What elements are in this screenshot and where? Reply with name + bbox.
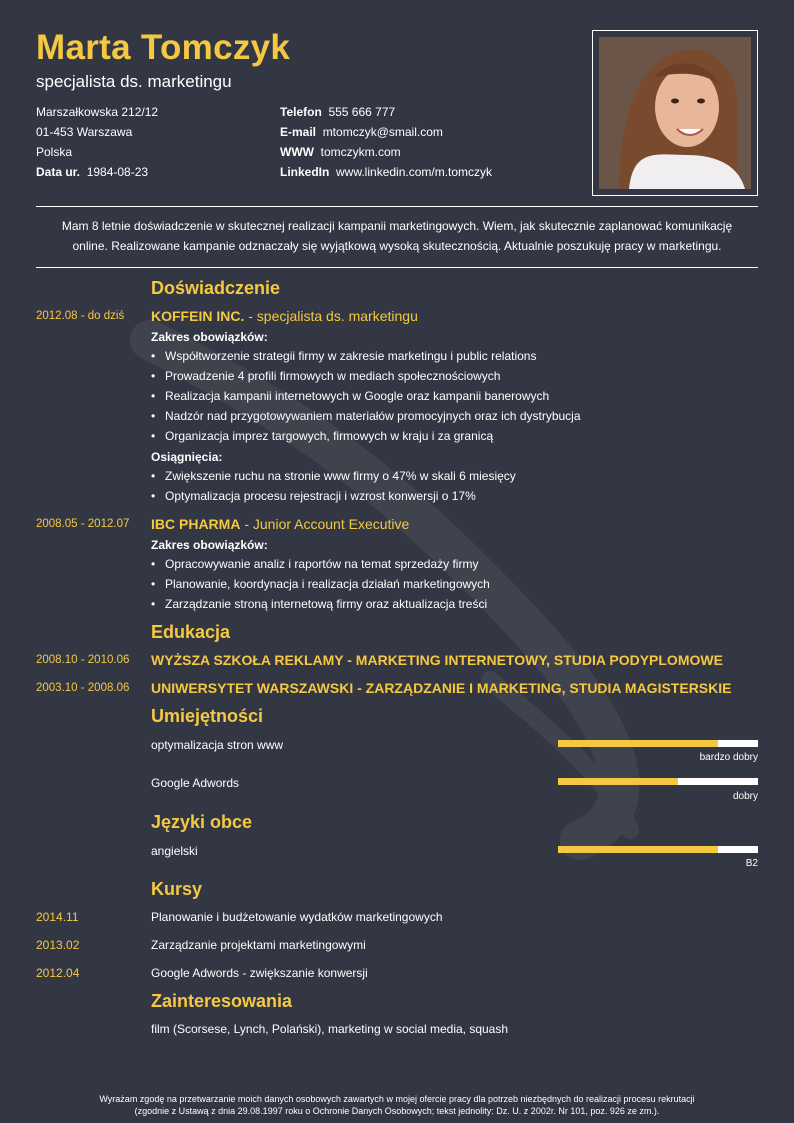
education-1-text: WYŻSZA SZKOŁA REKLAMY - MARKETING INTERNETOWY, STUDIA PODYPLOMOWE <box>151 652 723 668</box>
course-2-date: 2013.02 <box>36 938 80 952</box>
phone-label: Telefon <box>280 105 322 119</box>
contact-details-block <box>280 102 492 182</box>
course-1-name: Planowanie i budżetowanie wydatków marketingowych <box>151 910 443 924</box>
job-2-company: IBC PHARMA <box>151 516 241 532</box>
education-2-text: UNIWERSYTET WARSZAWSKI - ZARZĄDZANIE I MARKETING, STUDIA MAGISTERSKIE <box>151 680 732 696</box>
course-1-date: 2014.11 <box>36 910 79 924</box>
language-1-bar <box>558 846 758 853</box>
job-1-duties-list <box>151 346 581 446</box>
portrait-icon <box>599 37 751 189</box>
job-1-position: - specjalista ds. marketingu <box>244 308 418 324</box>
job-1-duties-label: Zakres obowiązków: <box>151 330 268 344</box>
profile-summary <box>36 216 758 256</box>
list-item: • Prowadzenie 4 profili firmowych w mediach społecznościowych <box>151 366 581 386</box>
language-1-level: B2 <box>745 858 758 869</box>
consent-line-2: (zgodnie z Ustawą z dnia 29.08.1997 roku o Ochronie Danych Osobowych; tekst jednolity: Dz. U. z 2002r. Nr 101, poz. 926 ze zm.). <box>134 1106 660 1116</box>
list-item: • Nadzór nad przygotowywaniem materiałów promocyjnych oraz ich dystrybucja <box>151 406 581 426</box>
email-label: E-mail <box>280 125 317 139</box>
email <box>280 122 492 142</box>
list-item: • Opracowywanie analiz i raportów na temat sprzedaży firmy <box>151 554 490 574</box>
skill-1-level: bardzo dobry <box>699 752 758 763</box>
summary-line-2: online. Realizowane kampanie odznaczały się wyjątkową wysoką skutecznością. Aktualnie poszukuję pracy w marketingu. <box>72 239 722 253</box>
job-2-duties-label: Zakres obowiązków: <box>151 538 268 552</box>
course-2-name: Zarządzanie projektami marketingowymi <box>151 938 366 952</box>
job-1-date: 2012.08 - do dziś <box>36 310 125 322</box>
email-value[interactable]: mtomczyk@smail.com <box>322 125 443 139</box>
linkedin-value[interactable]: www.linkedin.com/m.tomczyk <box>336 165 493 179</box>
skill-2-level: dobry <box>732 791 758 802</box>
list-item: • Zwiększenie ruchu na stronie www firmy o 47% w skali 6 miesięcy <box>151 466 516 486</box>
education-2-date: 2003.10 - 2008.06 <box>36 682 130 694</box>
divider-bottom <box>36 267 758 268</box>
skill-2-bar <box>558 778 758 785</box>
course-3-name: Google Adwords - zwiększanie konwersji <box>151 966 368 980</box>
candidate-name: Marta Tomczyk <box>36 28 291 67</box>
section-title-education: Edukacja <box>151 622 231 642</box>
gdpr-consent-clause <box>0 1093 794 1117</box>
course-3-date: 2012.04 <box>36 966 80 980</box>
address-line-2: 01-453 Warszawa <box>36 125 133 139</box>
skill-2-name: Google Adwords <box>151 776 240 790</box>
interests-text: film (Scorsese, Lynch, Polański), marketing w social media, squash <box>151 1022 509 1036</box>
skill-1-bar-fill <box>558 740 718 747</box>
section-title-experience: Doświadczenie <box>151 278 281 298</box>
job-1-achievements-label: Osiągnięcia: <box>151 450 223 464</box>
consent-line-1: Wyrażam zgodę na przetwarzanie moich danych osobowych zawartych w mojej ofercie pracy dla potrzeb niezbędnych do realizacji procesu rekrutacji <box>99 1094 695 1104</box>
job-2-header <box>151 516 409 532</box>
section-title-languages: Języki obce <box>151 812 253 832</box>
skill-2-bar-fill <box>558 778 678 785</box>
list-item: • Planowanie, koordynacja i realizacja działań marketingowych <box>151 574 490 594</box>
job-1-achievements-list <box>151 466 516 506</box>
website-label: WWW <box>280 145 314 159</box>
phone-value: 555 666 777 <box>328 105 396 119</box>
profile-photo <box>599 37 751 189</box>
phone <box>280 102 492 122</box>
education-1-date: 2008.10 - 2010.06 <box>36 654 130 666</box>
linkedin-label: LinkedIn <box>280 165 330 179</box>
profile-photo-frame <box>592 30 758 196</box>
job-2-position: - Junior Account Executive <box>240 516 410 532</box>
list-item: • Organizacja imprez targowych, firmowych w kraju i za granicą <box>151 426 581 446</box>
list-item: • Zarządzanie stroną internetową firmy oraz aktualizacja treści <box>151 594 490 614</box>
summary-line-1: Mam 8 letnie doświadczenie w skutecznej realizacji kampanii marketingowych. Wiem, jak skutecznie zaplanować komunikację <box>61 219 733 233</box>
linkedin <box>280 162 492 182</box>
list-item: • Realizacja kampanii internetowych w Google oraz kampanii banerowych <box>151 386 581 406</box>
birth-date-value: 1984-08-23 <box>86 165 149 179</box>
list-item: • Współtworzenie strategii firmy w zakresie marketingu i public relations <box>151 346 581 366</box>
website-value[interactable]: tomczykm.com <box>320 145 401 159</box>
divider-top <box>36 206 758 207</box>
address-country: Polska <box>36 145 73 159</box>
section-title-courses: Kursy <box>151 879 203 899</box>
birth-date-label: Data ur. <box>36 165 81 179</box>
skill-1-bar <box>558 740 758 747</box>
candidate-title: specjalista ds. marketingu <box>36 72 232 91</box>
language-1-bar-fill <box>558 846 718 853</box>
language-1-name: angielski <box>151 844 198 858</box>
website <box>280 142 492 162</box>
job-1-company: KOFFEIN INC. <box>151 308 245 324</box>
list-item: • Optymalizacja procesu rejestracji i wzrost konwersji o 17% <box>151 486 516 506</box>
section-title-interests: Zainteresowania <box>151 991 293 1011</box>
address-line-1: Marszałkowska 212/12 <box>36 105 159 119</box>
section-title-skills: Umiejętności <box>151 706 264 726</box>
contact-address-block <box>36 102 158 182</box>
job-2-date: 2008.05 - 2012.07 <box>36 518 130 530</box>
birth-date <box>36 162 158 182</box>
job-2-duties-list <box>151 554 490 614</box>
job-1-header <box>151 308 418 324</box>
skill-1-name: optymalizacja stron www <box>151 738 284 752</box>
